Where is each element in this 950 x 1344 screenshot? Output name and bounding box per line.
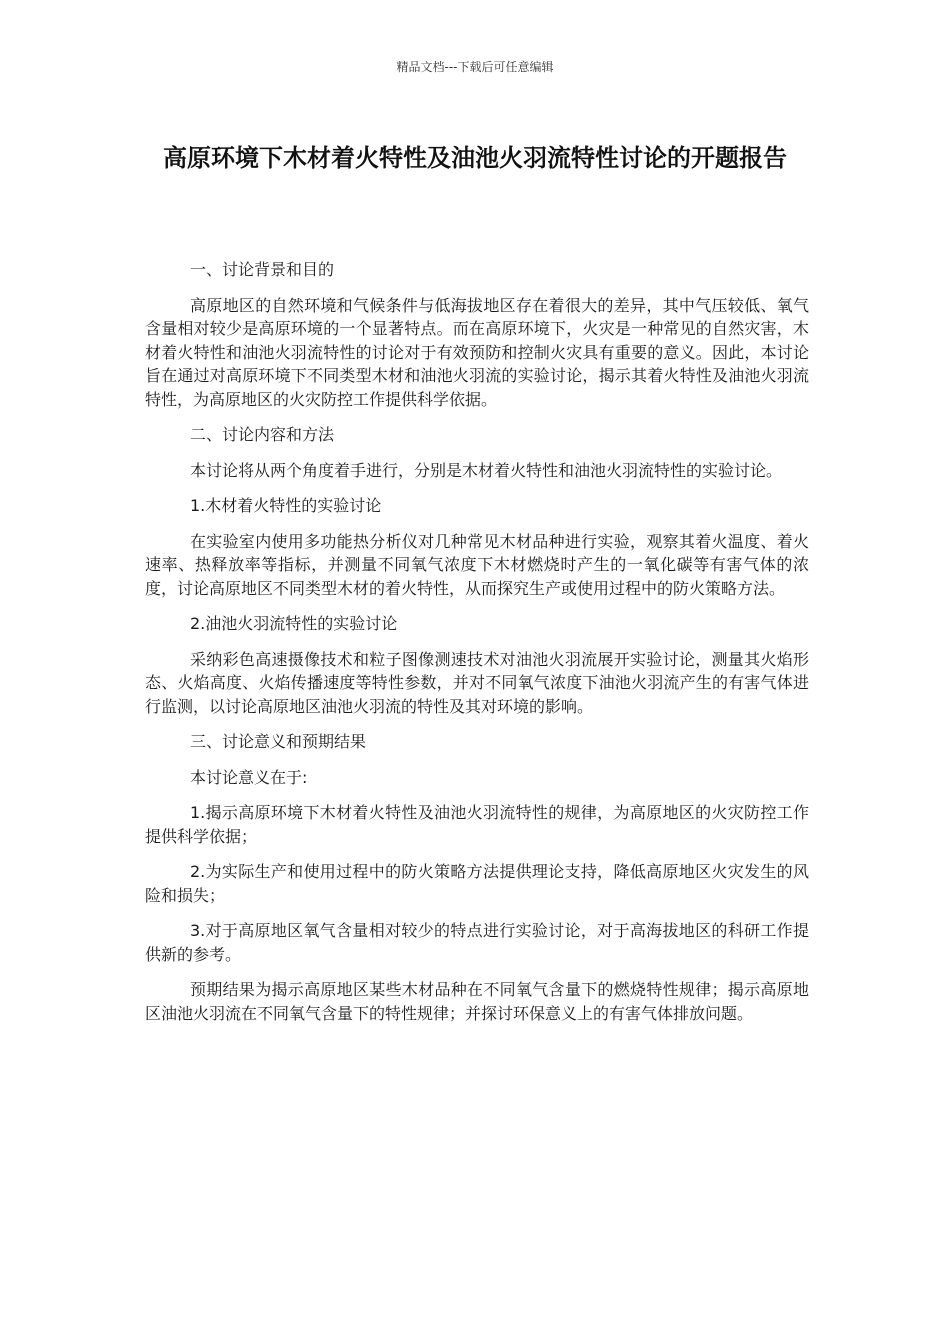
paragraph-content-overview: 本讨论将从两个角度着手进行，分别是木材着火特性和油池火羽流特性的实验讨论。 [190,460,783,480]
document-title: 高原环境下木材着火特性及油池火羽流特性讨论的开题报告 [163,144,787,172]
paragraph-significance-intro: 本讨论意义在于: [190,767,308,787]
paragraph-background: 高原地区的自然环境和气候条件与低海拔地区存在着很大的差异，其中气压较低、氧气含量相对较少是高原环境的一个显著特点。而在高原环境下，火灾是一种常见的自然灾害，木材着火特性和油池火羽流特性的讨论对于有效预防和控制火灾具有重要的意义。因此，本讨论旨在通过对高原环境下不同类型木材和油池火羽流的实验讨论，揭示其着火特性及油池火羽流特性，为高原地区的火灾防控工作提供科学依据。 [145,295,809,409]
document-body [145,258,809,1037]
list-item-significance-1: 1.揭示高原环境下木材着火特性及油池火羽流特性的规律，为高原地区的火灾防控工作提供科学依据； [145,803,809,846]
section-heading-significance: 三、讨论意义和预期结果 [190,732,367,751]
paragraph-pool-fire-plume: 采纳彩色高速摄像技术和粒子图像测速技术对油池火羽流展开实验讨论，测量其火焰形态、火焰高度、火焰传播速度等特性参数，并对不同氧气浓度下油池火羽流产生的有害气体进行监测，以讨论高原地区油池火羽流的特性及其对环境的影响。 [145,649,809,716]
section-heading-background: 一、讨论背景和目的 [190,260,335,279]
page-header: 精品文档---下载后可任意编辑 [396,60,554,74]
list-item-significance-2: 2.为实际生产和使用过程中的防火策略方法提供理论支持，降低高原地区火灾发生的风险和损失； [145,862,809,905]
paragraph-wood-ignition: 在实验室内使用多功能热分析仪对几种常见木材品种进行实验，观察其着火温度、着火速率、热释放率等指标，并测量不同氧气浓度下木材燃烧时产生的一氧化碳等有害气体的浓度，讨论高原地区不同类型木材的着火特性，从而探究生产或使用过程中的防火策略方法。 [145,531,809,598]
paragraph-expected-results: 预期结果为揭示高原地区某些木材品种在不同氧气含量下的燃烧特性规律；揭示高原地区油池火羽流在不同氧气含量下的特性规律；并探讨环保意义上的有害气体排放问题。 [145,980,809,1023]
subheading-wood-ignition: 1.木材着火特性的实验讨论 [190,496,382,515]
subheading-pool-fire-plume: 2.油池火羽流特性的实验讨论 [190,614,398,633]
section-heading-content-method: 二、讨论内容和方法 [190,425,335,444]
list-item-significance-3: 3.对于高原地区氧气含量相对较少的特点进行实验讨论，对于高海拔地区的科研工作提供新的参考。 [145,921,809,964]
